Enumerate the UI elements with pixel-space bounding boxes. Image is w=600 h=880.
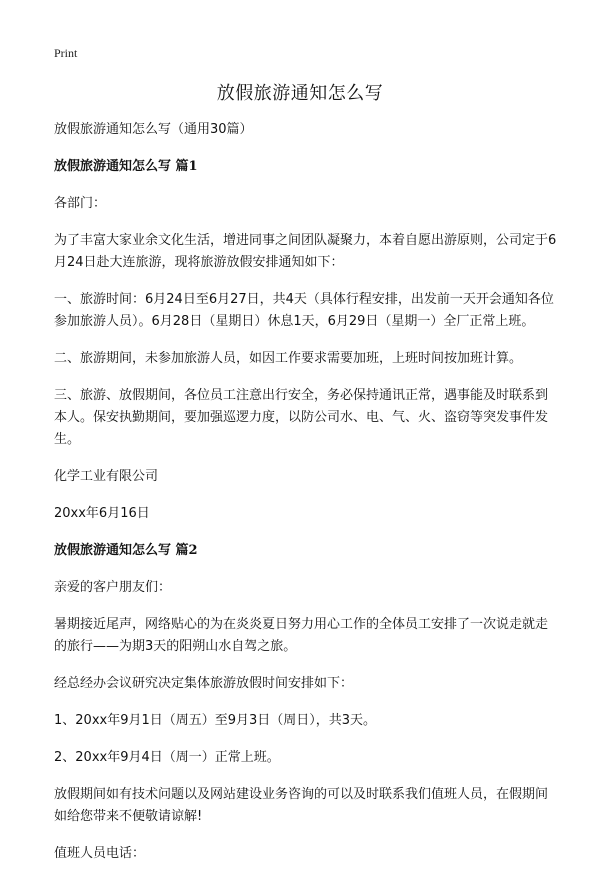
date-line: 20xx年6月16日 xyxy=(54,506,150,521)
paragraph: 经总经办会议研究决定集体旅游放假时间安排如下： xyxy=(54,676,354,691)
paragraph: 二、旅游期间，未参加旅游人员，如因工作要求需要加班，上班时间按加班计算。 xyxy=(54,351,523,366)
company-signature: 化学工业有限公司 xyxy=(54,469,159,484)
salutation: 亲爱的客户朋友们： xyxy=(54,580,172,595)
page-title: 放假旅游通知怎么写 xyxy=(216,83,384,104)
paragraph: 1、20xx年9月1日（周五）至9月3日（周日），共3天。 xyxy=(54,713,377,728)
section-heading-1: 放假旅游通知怎么写 篇1 xyxy=(54,159,198,174)
paragraph: 暑期接近尾声，网络贴心的为在炎炎夏日努力用心工作的全体员工安排了一次说走就走的旅行——为期3天的阳朔山水自驾之旅。 xyxy=(54,617,549,654)
paragraph: 为了丰富大家业余文化生活，增进同事之间团队凝聚力，本着自愿出游原则，公司定于6月24日赴大连旅游，现将旅游放假安排通知如下： xyxy=(54,233,557,270)
paragraph: 值班人员电话： xyxy=(54,846,146,861)
paragraph: 一、旅游时间：6月24日至6月27日，共4天（具体行程安排，出发前一天开会通知各位参加旅游人员）。6月28日（星期日）休息1天，6月29日（星期一）全厂正常上班。 xyxy=(54,292,554,329)
article-body xyxy=(54,119,560,880)
salutation: 各部门： xyxy=(54,196,107,211)
paragraph: 三、旅游、放假期间，各位员工注意出行安全，务必保持通讯正常，遇事能及时联系到本人。保安执勤期间，要加强巡逻力度，以防公司水、电、气、火、盗窃等突发事件发生。 xyxy=(54,388,549,447)
print-link[interactable]: Print xyxy=(54,46,78,60)
paragraph: 放假期间如有技术问题以及网站建设业务咨询的可以及时联系我们值班人员，在假期间如给您带来不便敬请谅解! xyxy=(54,787,549,824)
paragraph: 2、20xx年9月4日（周一）正常上班。 xyxy=(54,750,280,765)
section-heading-2: 放假旅游通知怎么写 篇2 xyxy=(54,543,198,558)
article-intro: 放假旅游通知怎么写（通用30篇） xyxy=(54,122,253,137)
